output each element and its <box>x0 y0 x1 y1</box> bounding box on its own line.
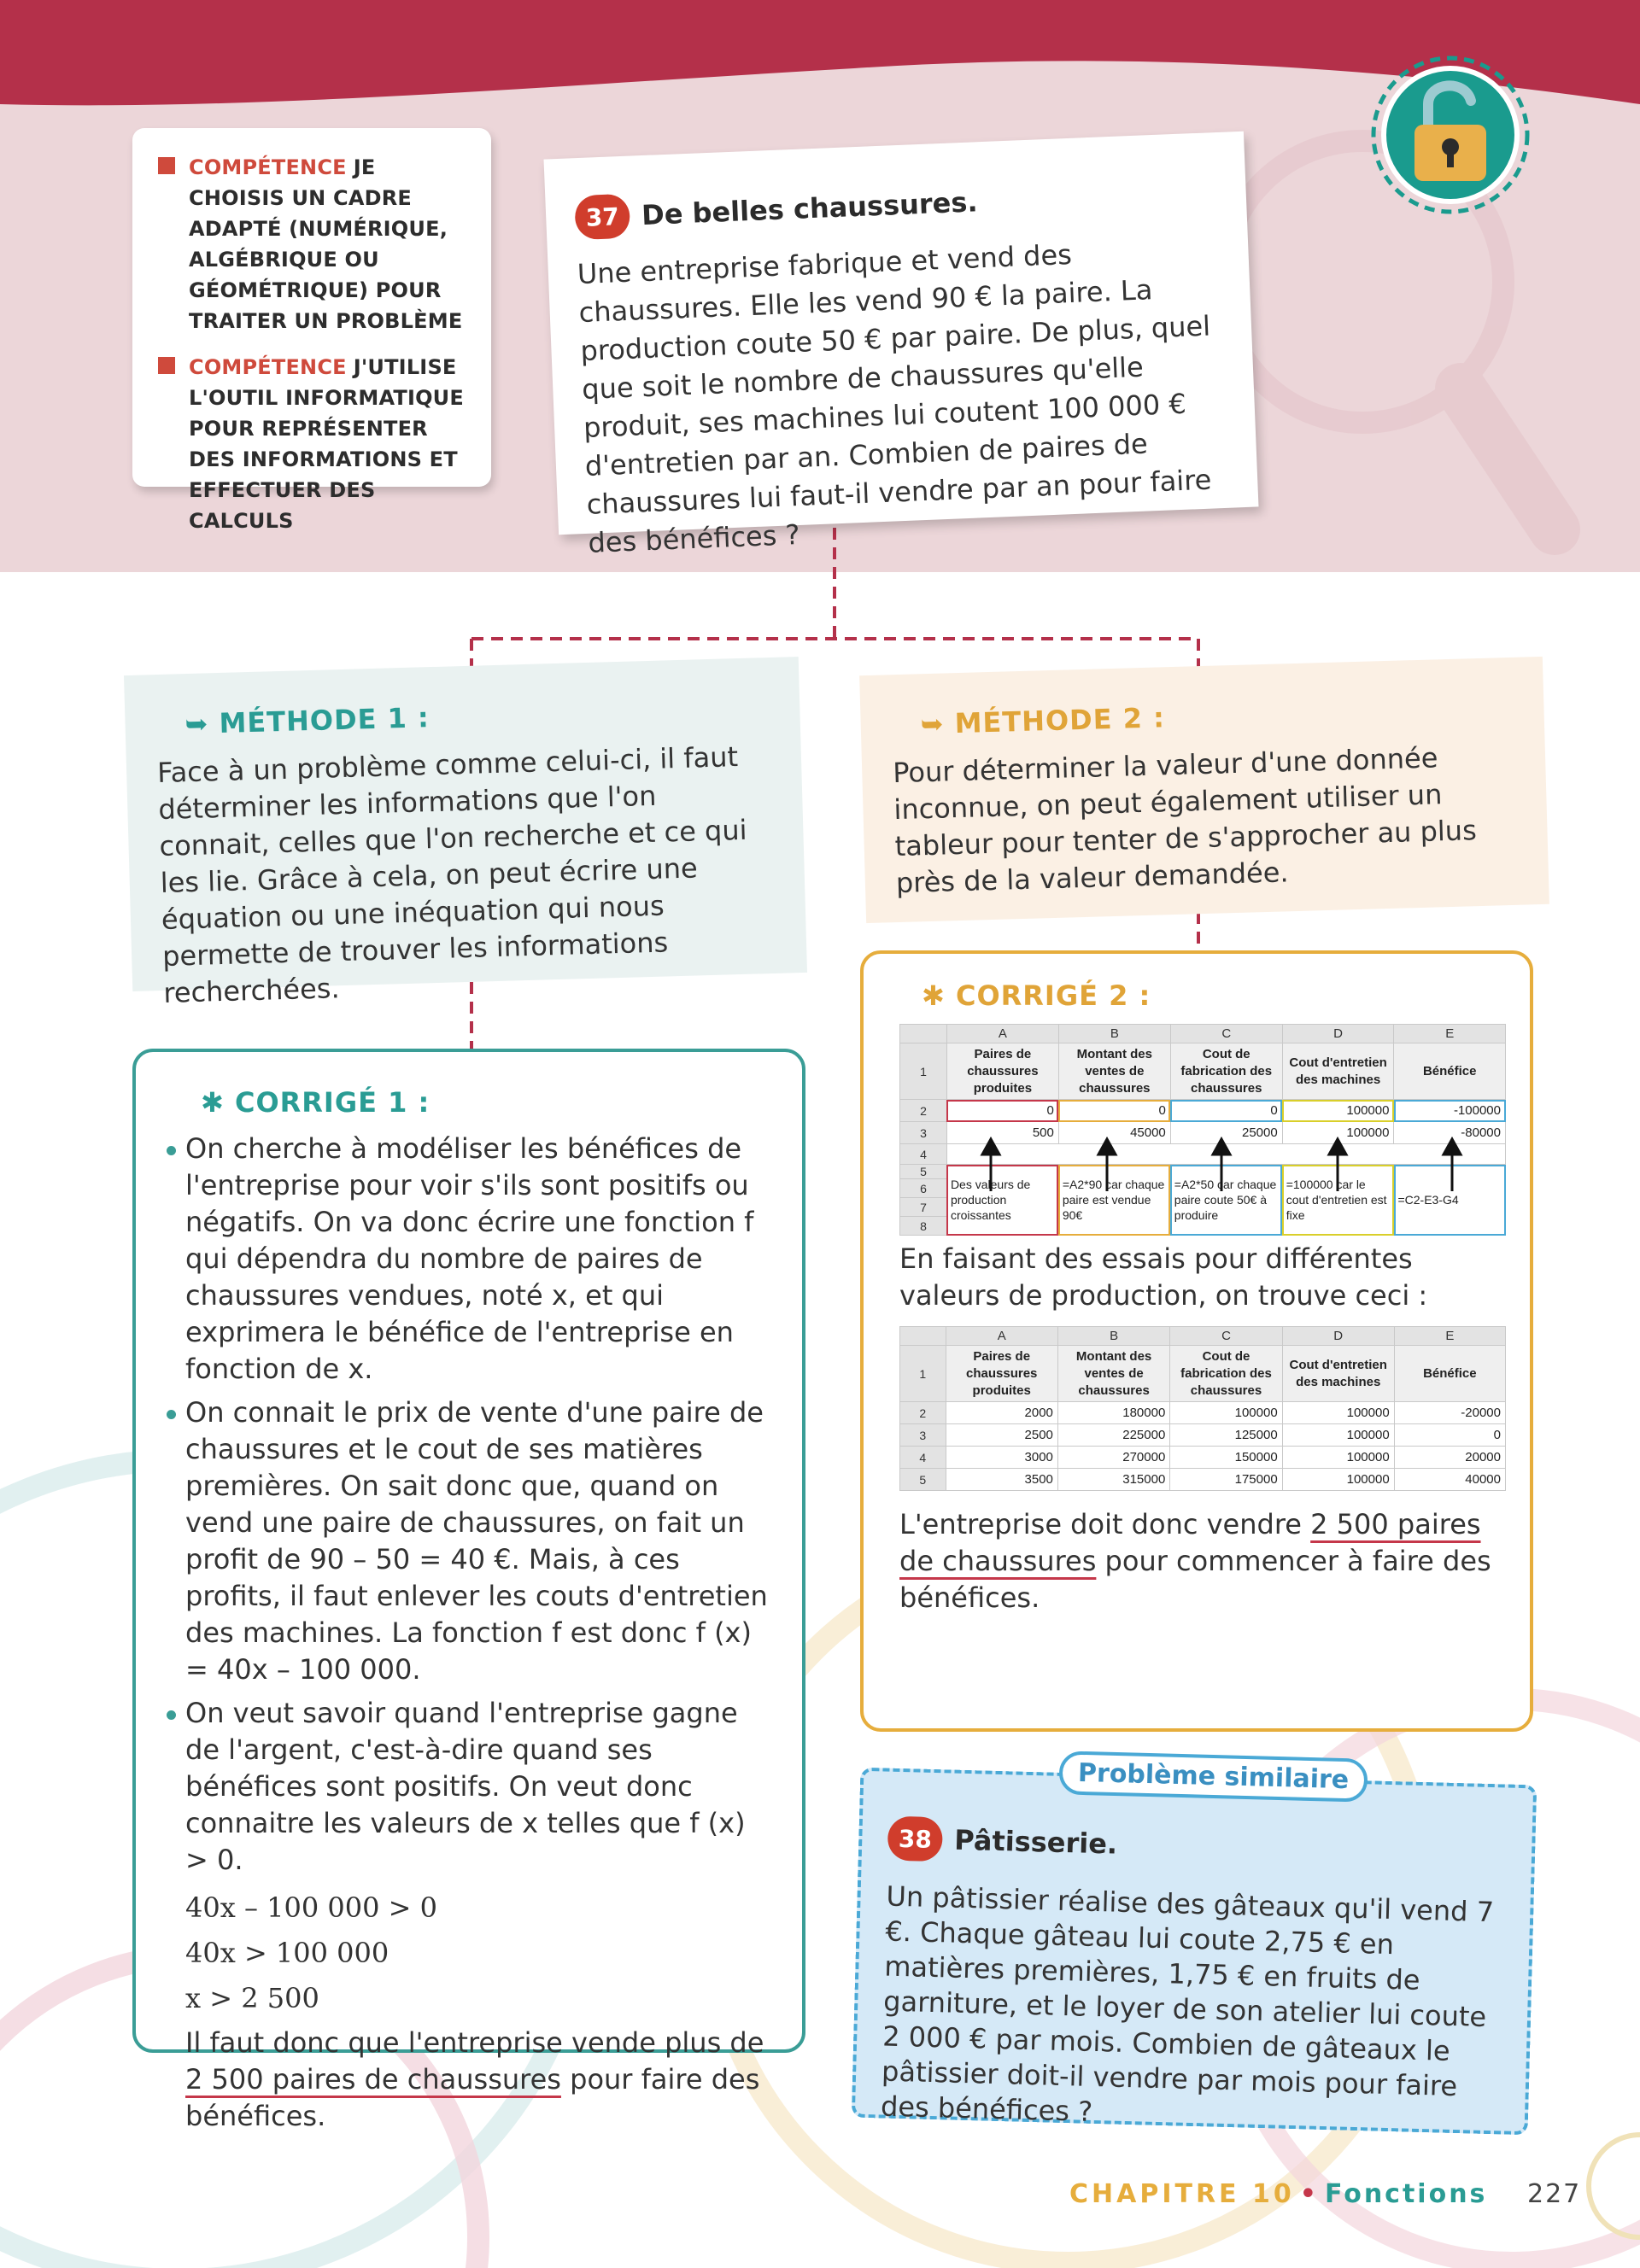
spreadsheet-formulas: A B C D E 1 Paires de chaussures produites Montant des ventes de chaussures Cout de fabrication des chaussures Cout d'entretien des machines Bénéfice 2 0 0 0 100000 -100000 3 500 45000 25000 100000 -80000 4 5 Des valeurs de production croissantes =A2*90 car chaque paire est vendue 90€ =A2*50 car chaque paire coute 50€ à produire =100000 car le cout d'entretien est fixe =C2-E3-G4 6 7 8 <box>899 1024 1506 1236</box>
cell: 100000 <box>1282 1122 1394 1144</box>
corrige-title: CORRIGÉ 2 : <box>955 979 1151 1012</box>
cell: 100000 <box>1282 1469 1394 1491</box>
header-wave <box>0 0 1640 105</box>
col-letter: C <box>1170 1327 1282 1346</box>
cell: 100000 <box>1282 1100 1394 1122</box>
chapter-label: CHAPITRE 10 <box>1069 2179 1295 2209</box>
corrige-1-box <box>132 1049 805 2132</box>
cell: 25000 <box>1170 1122 1282 1144</box>
exercise-statement: Un pâtissier réalise des gâteaux qu'il vend 7 €. Chaque gâteau lui coute 2,75 € en matières premières, 1,75 € en fruits de garniture, et le loyer de son atelier lui coute 2 000 € par mois. Combien de gâteaux le pâtissier doit-il vendre par mois pour faire des bénéfices ? <box>880 1879 1495 2128</box>
corrige-bullet: On connait le prix de vente d'une paire de chaussures et le cout de ses matières premières. On sait donc que, quand on vend une paire de chaussures, on fait un profit de 90 – 50 = 40 €. Mais, à ces profits, il faut enlever les couts d'entretien des machines. La fonction f est donc f (x) = 40x – 100 000. <box>167 1394 775 1688</box>
col-letter: D <box>1282 1327 1394 1346</box>
method-1-box <box>124 657 807 1009</box>
corrige-2-box <box>860 950 1533 1732</box>
col-letter: B <box>1057 1327 1169 1346</box>
competence-item <box>158 152 466 336</box>
underlined-answer: 2 500 paires de chaussures <box>899 1508 1481 1577</box>
exercise-title: De belles chaussures. <box>641 185 979 232</box>
equations <box>167 1885 775 2021</box>
competence-key: COMPÉTENCE <box>189 155 347 179</box>
deco-ring <box>1589 2135 1640 2237</box>
corrige-bullet: On cherche à modéliser les bénéfices de l'entreprise pour voir s'ils sont positifs ou négatifs. On va donc écrire une fonction f qui dépendra du nombre de paires de chaussures vendues, noté x, et qui exprimera le bénéfice de l'entreprise en fonction de x. <box>167 1131 775 1388</box>
cell: 100000 <box>1170 1402 1282 1424</box>
header-cell: Paires de chaussures produites <box>946 1346 1057 1402</box>
formula-note: =A2*50 car chaque paire coute 50€ à produire <box>1170 1165 1282 1236</box>
competence-text: J'UTILISE L'OUTIL INFORMATIQUE POUR REPRÉSENTER DES INFORMATIONS ET EFFECTUER DES CALCULS <box>189 355 464 533</box>
equation-line: 40x – 100 000 > 0 <box>185 1891 437 1924</box>
footer-separator: • <box>1299 2179 1320 2209</box>
formula-note: =A2*90 car chaque paire est vendue 90€ <box>1058 1165 1170 1236</box>
equation-line: x > 2 500 <box>185 1982 319 2014</box>
cell: -20000 <box>1394 1402 1505 1424</box>
col-letter: D <box>1282 1025 1394 1043</box>
cell: 175000 <box>1170 1469 1282 1491</box>
cell: 0 <box>1170 1100 1282 1122</box>
formula-note: Des valeurs de production croissantes <box>946 1165 1058 1236</box>
asterisk-icon: ✱ <box>922 979 956 1012</box>
col-letter: A <box>946 1025 1058 1043</box>
cell: 20000 <box>1394 1447 1505 1469</box>
method-title: MÉTHODE 1 : <box>219 701 430 740</box>
bullet-square-icon <box>158 357 175 374</box>
cell: 40000 <box>1394 1469 1505 1491</box>
col-letter: A <box>946 1327 1057 1346</box>
probleme-similaire-label: Problème similaire <box>1058 1751 1368 1802</box>
cell: 0 <box>946 1100 1058 1122</box>
chapter-subject: Fonctions <box>1324 2179 1488 2209</box>
cell: 180000 <box>1057 1402 1169 1424</box>
header-cell: Cout de fabrication des chaussures <box>1170 1043 1282 1100</box>
cell: 270000 <box>1057 1447 1169 1469</box>
exercise-statement: Une entreprise fabrique et vend des chaussures. Elle les vend 90 € la paire. La production coute 50 € par paire. De plus, quel que soit le nombre de chaussures qu'elle produit, ses machines lui coutent 100 000 € d'entretien par an. Combien de paires de chaussures lui faut-il vendre par an pour faire des bénéfices ? <box>577 237 1213 559</box>
magnifier-icon <box>1221 141 1555 529</box>
cell: -80000 <box>1394 1122 1506 1144</box>
formula-note: =100000 car le cout d'entretien est fixe <box>1282 1165 1394 1236</box>
corrige-text: En faisant des essais pour différentes valeurs de production, on trouve ceci : <box>899 1242 1428 1312</box>
cell: 315000 <box>1057 1469 1169 1491</box>
problem-37-card <box>544 132 1259 559</box>
col-letter: E <box>1394 1025 1506 1043</box>
spreadsheet-results: A B C D E 1 Paires de chaussures produites Montant des ventes de chaussures Cout de fabrication des chaussures Cout d'entretien des machines Bénéfice 2 2000 180000 100000 100000 -20000 3 2500 225000 125000 100000 0 4 3000 270000 150000 100000 20000 5 3500 315000 175000 100000 40000 <box>899 1326 1506 1491</box>
header-cell: Cout d'entretien des machines <box>1282 1043 1394 1100</box>
competence-item <box>158 352 466 536</box>
asterisk-icon: ✱ <box>201 1086 235 1119</box>
exercise-number-badge: 37 <box>574 194 630 241</box>
cell: 100000 <box>1282 1402 1394 1424</box>
cell: 150000 <box>1170 1447 1282 1469</box>
problem-38-card <box>852 1768 1537 2136</box>
header-cell: Bénéfice <box>1394 1346 1505 1402</box>
cell: 100000 <box>1282 1424 1394 1447</box>
cell: 2500 <box>946 1424 1057 1447</box>
col-letter: C <box>1170 1025 1282 1043</box>
header-cell: Paires de chaussures produites <box>946 1043 1058 1100</box>
method-2-box <box>859 657 1549 923</box>
cell: 45000 <box>1058 1122 1170 1144</box>
underlined-answer: 2 500 paires de chaussures <box>185 2063 561 2096</box>
cell: 2000 <box>946 1402 1057 1424</box>
page-number: 227 <box>1527 2179 1582 2209</box>
bullet-square-icon <box>158 157 175 174</box>
header-cell: Montant des ventes de chaussures <box>1058 1043 1170 1100</box>
header-cell: Montant des ventes de chaussures <box>1057 1346 1169 1402</box>
col-letter: B <box>1058 1025 1170 1043</box>
cell: 3000 <box>946 1447 1057 1469</box>
corrige-conclusion: L'entreprise doit donc vendre 2 500 paires de chaussures pour commencer à faire des bénéfices. <box>899 1508 1491 1614</box>
corrige-bullet: On veut savoir quand l'entreprise gagne de l'argent, c'est-à-dire quand ses bénéfices sont positifs. On veut donc connaitre les valeurs de x telles que f (x) > 0. <box>167 1695 775 1879</box>
footer-chapter <box>1069 2179 1487 2209</box>
cell: 0 <box>1394 1424 1505 1447</box>
exercise-title: Pâtisserie. <box>953 1823 1118 1861</box>
method-text: Pour déterminer la valeur d'une donnée inconnue, on peut également utiliser un tableur pour tenter de s'approcher au plus près de la valeur demandée. <box>892 741 1478 900</box>
formula-note: =C2-E3-G4 <box>1394 1165 1506 1236</box>
equation-line: 40x > 100 000 <box>185 1937 390 1969</box>
competence-text: JE CHOISIS UN CADRE ADAPTÉ (NUMÉRIQUE, ALGÉBRIQUE OU GÉOMÉTRIQUE) POUR TRAITER UN PROBLÈME <box>189 155 463 333</box>
cell: 100000 <box>1282 1447 1394 1469</box>
header-cell: Bénéfice <box>1394 1043 1506 1100</box>
col-letter: E <box>1394 1327 1505 1346</box>
method-text: Face à un problème comme celui-ci, il faut déterminer les informations que l'on connait, celles que l'on recherche et ce qui les lie. Grâce à cela, on peut écrire une équation ou une inéquation qui nous permette de trouver les informations recherchées. <box>156 740 747 1009</box>
cell: 3500 <box>946 1469 1057 1491</box>
arrow-right-icon: ➥ <box>184 707 220 741</box>
arrow-right-icon: ➥ <box>920 707 956 741</box>
competence-key: COMPÉTENCE <box>189 355 347 379</box>
cell: 500 <box>946 1122 1058 1144</box>
cell: 225000 <box>1057 1424 1169 1447</box>
corrige-conclusion: Il faut donc que l'entreprise vende plus de 2 500 paires de chaussures pour faire des bénéfices. <box>185 2026 764 2132</box>
cell: 125000 <box>1170 1424 1282 1447</box>
exercise-number-badge: 38 <box>887 1816 943 1862</box>
cell: -100000 <box>1394 1100 1506 1122</box>
method-title: MÉTHODE 2 : <box>954 701 1166 740</box>
competences-box <box>132 128 491 533</box>
header-cell: Cout d'entretien des machines <box>1282 1346 1394 1402</box>
cell: 0 <box>1058 1100 1170 1122</box>
corrige-title: CORRIGÉ 1 : <box>234 1086 430 1119</box>
header-cell: Cout de fabrication des chaussures <box>1170 1346 1282 1402</box>
